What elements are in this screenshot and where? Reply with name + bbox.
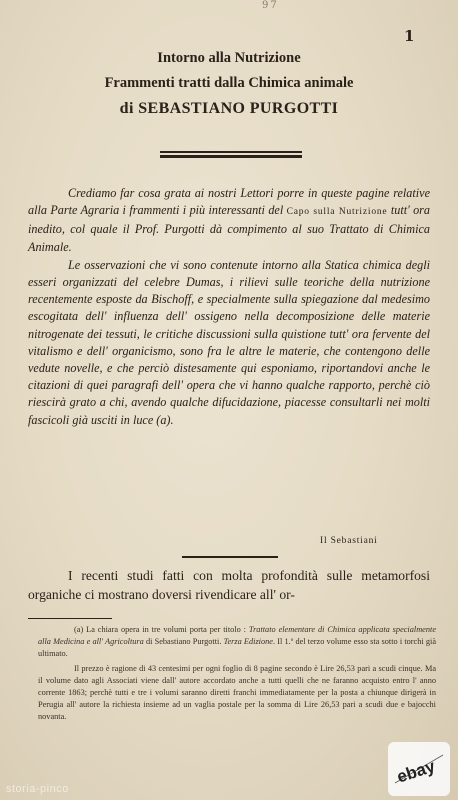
footnote-a: (a) La chiara opera in tre volumi porta per titolo : Trattato elementare di Chimica applicata specialmente alla Medicina e all' Agricoltura di Sebastiano Purgotti. Terza Edizione. Il 1.º del terzo volume esso sta sotto i torchi già ultimato. bbox=[38, 625, 436, 659]
body-text bbox=[28, 566, 430, 604]
title-line-1: Intorno alla Nutrizione bbox=[157, 50, 301, 66]
footnotes bbox=[38, 624, 436, 724]
top-mark: 97 bbox=[262, 0, 279, 11]
signature: Il Sebastiani bbox=[320, 536, 378, 546]
section-divider bbox=[182, 556, 278, 558]
footnote-rule bbox=[28, 618, 112, 619]
footnote-b: Il prezzo è ragione di 43 centesimi per ogni foglio di 8 pagine secondo è Lire 26,53 pari a scudi cinque. Ma il volume dato agli Associati viene dall' autore accordato anche a tutti quelli che ne faranno acquisto entro l' anno corrente 1863; perchè tutti e tre i volumi saranno diretti franchi immediatamente per la posta a chiunque dirigerà in Perugia all' autore la richiesta insieme ad un vaglia postale per la somma di Lire 26,53 pari a scudi due e bajocchi novanta. bbox=[38, 663, 436, 722]
svg-text:ebay: ebay bbox=[394, 756, 438, 787]
intro-paragraph-2: Le osservazioni che vi sono contenute intorno alla Statica chimica degli esseri organizzati del celebre Dumas, i rilievi sulle teoriche della nutrizione recentemente esposte da Bischoff, e specialmente sulla spiegazione dal medesimo escogitata dell' influenza dell' ossigeno nella decomposizione delle materie nitrogenate dei tessuti, le critiche discussioni sulla quistione tutt' ora fervente del vitalismo e dell' organicismo, sono fra le altre le materie, che contengono delle vedute novelle, e che perciò distesamente qui esponiamo, riportandovi anche le citazioni di quei paragrafi dell' opera che vi hanno qualche rapporto, perchè ciò riescirà grato a chi, avendo qualche difucidazione, piacesse consultarli nei molti fascicoli già usciti in luce (a). bbox=[28, 257, 430, 427]
intro-text bbox=[28, 185, 430, 429]
title-line-2: Frammenti tratti dalla Chimica animale bbox=[104, 75, 354, 91]
title-line-3: di SEBASTIANO PURGOTTI bbox=[119, 100, 339, 117]
intro-paragraph-1: Crediamo far cosa grata ai nostri Lettori porre in queste pagine relative alla Parte Agraria i frammenti i più interessanti del Capo sulla Nutrizione tutt' ora inedito, col quale il Prof. Purgotti dà compimento al suo Trattato di Chimica Animale. bbox=[28, 186, 431, 254]
body-paragraph-1: I recenti studi fatti con molta profondità sulle metamorfosi organiche ci mostrano doversi rivendicare all' or- bbox=[28, 568, 430, 602]
title-rule bbox=[160, 151, 302, 158]
header bbox=[0, 46, 458, 121]
watermark-text: storia-pinco bbox=[6, 783, 69, 795]
page-number: 1 bbox=[404, 27, 415, 45]
ebay-logo-icon bbox=[388, 742, 450, 796]
